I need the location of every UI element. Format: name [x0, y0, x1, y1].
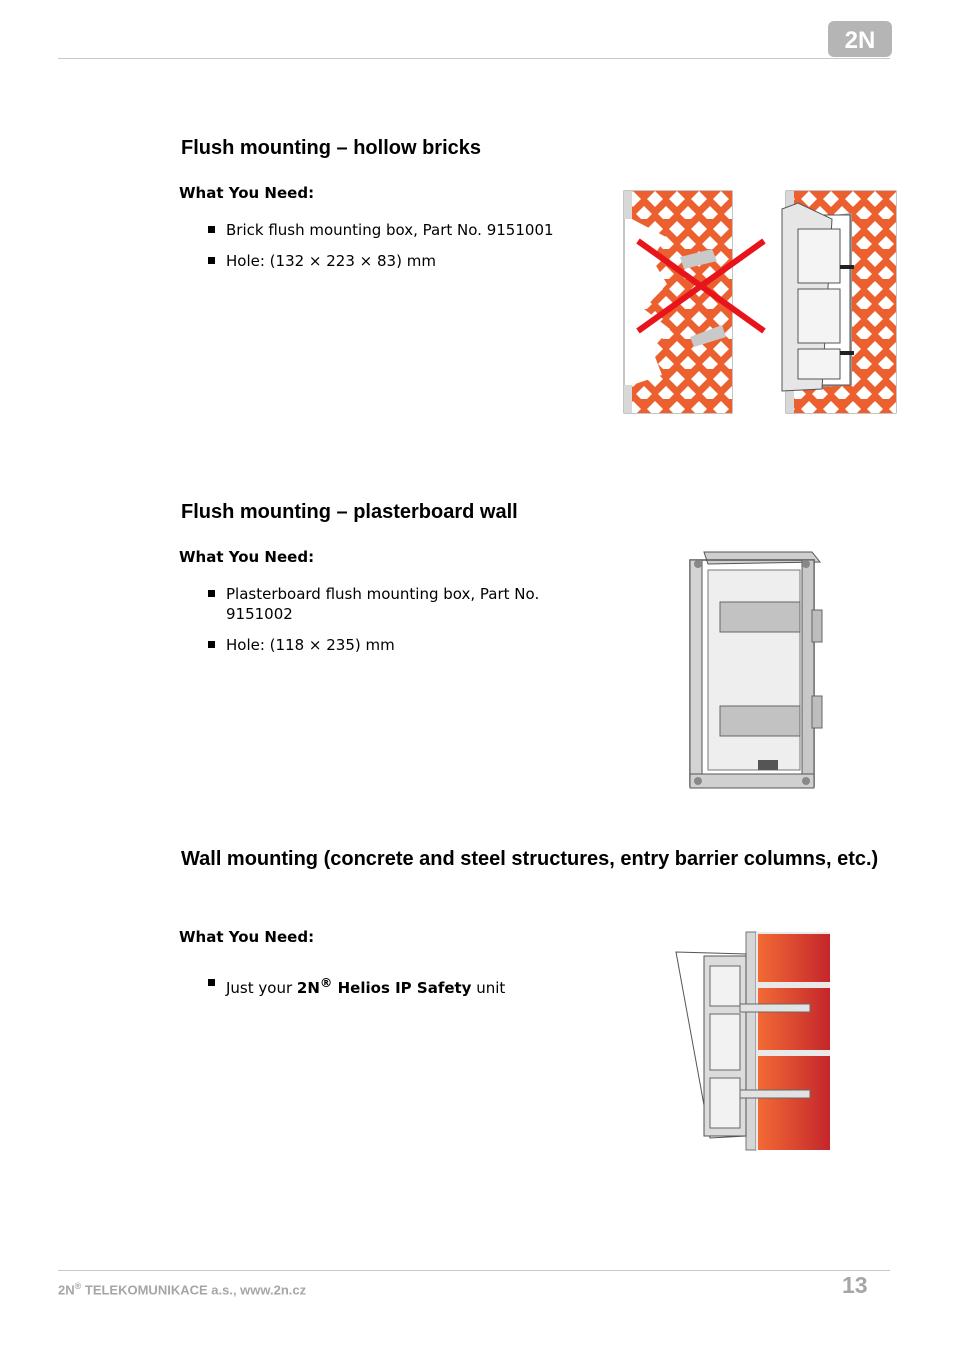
- list-item: Hole: (132 × 223 × 83) mm: [208, 251, 588, 271]
- footer-company: 2N® TELEKOMUNIKACE a.s., www.2n.cz: [58, 1281, 307, 1298]
- section-title-wall-mounting: Wall mounting (concrete and steel structures, entry barrier columns, etc.): [181, 848, 879, 870]
- list-item: Hole: (118 × 235) mm: [208, 635, 588, 655]
- what-you-need-label: What You Need:: [179, 928, 315, 946]
- wall-mounting-illustration: [674, 930, 834, 1152]
- plasterboard-box-illustration: [684, 546, 826, 796]
- hollow-brick-illustration: [622, 189, 898, 415]
- page-number: 13: [842, 1272, 868, 1298]
- footer-rule: [58, 1270, 890, 1271]
- 2n-logo: [828, 21, 892, 57]
- logo-text: 2N: [844, 27, 876, 54]
- list-item: Just your 2N® Helios IP Safety unit: [208, 973, 588, 998]
- list-item: Brick flush mounting box, Part No. 9151001: [208, 220, 588, 240]
- what-you-need-label: What You Need:: [179, 548, 315, 566]
- header-rule: [58, 58, 890, 59]
- section-title-hollow-bricks: Flush mounting – hollow bricks: [181, 137, 482, 159]
- list-item: Plasterboard flush mounting box, Part No. 9151002: [208, 584, 588, 624]
- section-title-plasterboard: Flush mounting – plasterboard wall: [181, 501, 518, 523]
- what-you-need-label: What You Need:: [179, 184, 315, 202]
